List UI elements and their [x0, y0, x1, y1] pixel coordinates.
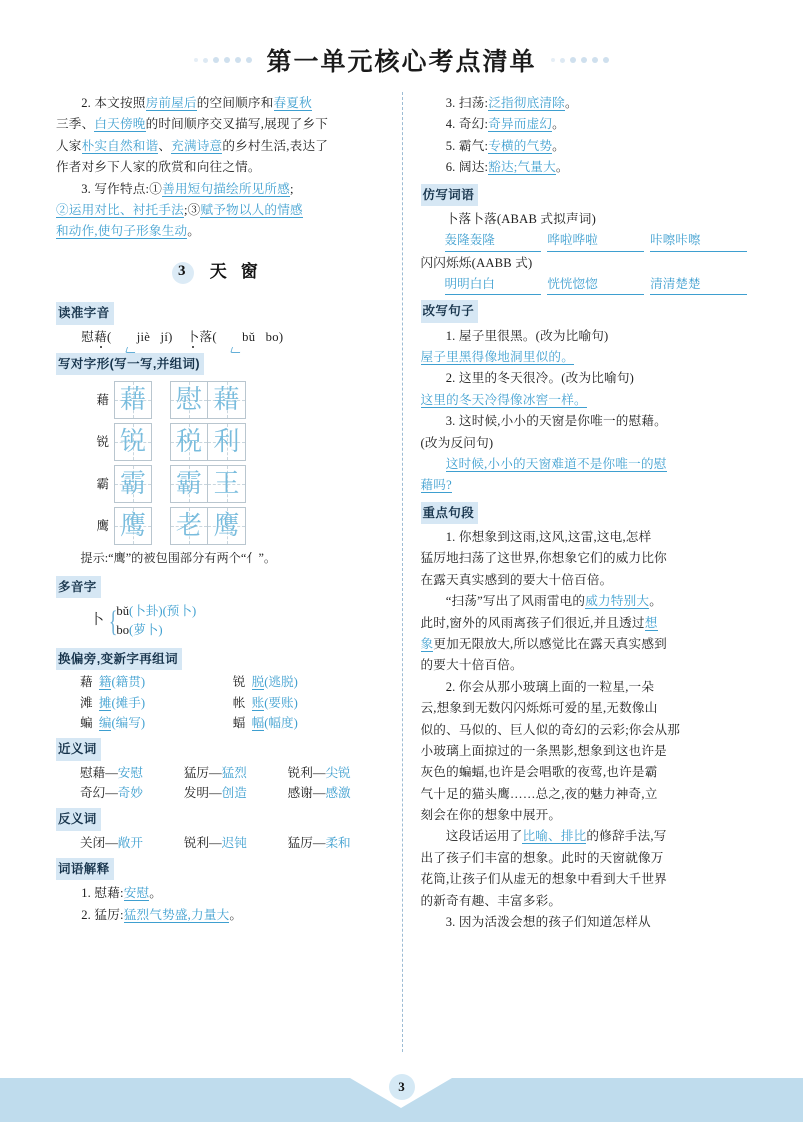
antonym-answer: 迟钝 [221, 835, 247, 850]
lesson-name: 天窗 [209, 261, 272, 281]
passage-quote-line: 猛厉地扫荡了这世界,你想象它们的威力比你 [420, 551, 667, 566]
passage-analysis-line: 这段话运用了比喻、排比的修辞手法,写 [445, 829, 667, 844]
definition-text: 奇异而虚幻 [488, 117, 553, 132]
passage-quote-line: 2. 你会从那小玻璃上面的一粒星,一朵 [445, 679, 655, 694]
character-label: 霸 [96, 477, 109, 492]
section-heading-key-passages: 重点句段 [421, 502, 479, 524]
definition-text: 猛烈气势盛,力量大 [123, 907, 230, 922]
polyphone-character: 卜 [90, 612, 104, 628]
definition-number: 1. [81, 886, 92, 901]
tianzige-single[interactable] [114, 381, 152, 419]
rewrite-answer-text: 屋子里黑得像地洞里似的。 [420, 350, 575, 365]
synonym-item: 慰藉—安慰 [80, 765, 143, 780]
synonym-item: 感谢—感激 [287, 786, 351, 801]
carryover-line: 人家朴实自然和谐、充满诗意的乡村生活,表达了 [56, 138, 329, 153]
definition-number: 6. [445, 160, 456, 175]
passage-analysis-line: “扫荡”写出了风雨雷电的威力特别大。 [445, 594, 662, 609]
antonym-answer: 柔和 [325, 835, 351, 850]
definition-word: 扫荡 [458, 96, 485, 110]
rewrite-prompt-text: 屋子里很黑。(改为比喻句) [458, 328, 609, 343]
rewrite-answer-text: 藉吗? [420, 478, 452, 493]
tianzige-char: 老 [175, 511, 202, 541]
section-imitation [421, 179, 748, 208]
section-heading-rewrite: 改写句子 [421, 300, 479, 322]
carryover-line: 3. 写作特点:①善用短句描绘所见所感; [81, 181, 294, 196]
radical-new: 账 [251, 695, 265, 710]
synonym-item: 锐利—尖锐 [287, 765, 351, 780]
rewrite-prompt-text: 这里的冬天很冷。(改为比喻句) [458, 371, 635, 386]
rewrite-prompt-text: 这时候,小小的天窗是你唯一的慰藉。 [458, 414, 667, 429]
carryover-line: 三季、白天傍晚的时间顺序交叉描写,展现了乡下 [56, 117, 329, 132]
radical-change-rows [56, 672, 386, 733]
radical-new: 籍 [98, 675, 112, 690]
rewrite-number: 1. [445, 328, 456, 343]
tianzige-word-cell[interactable] [170, 381, 208, 419]
section-heading-definitions: 词语解释 [56, 858, 114, 880]
section-key-passages [421, 497, 748, 526]
definition-text: 安慰 [123, 886, 150, 901]
character-row [56, 381, 386, 419]
radical-base: 帐 [232, 695, 246, 710]
synonym-answer: 创造 [221, 786, 247, 801]
antonym-item: 锐利—迟钝 [183, 835, 247, 850]
rewrite-answer [421, 347, 748, 367]
polyphone-words: (卜卦)(预卜) [129, 604, 197, 619]
synonym-item: 奇幻—奇妙 [80, 786, 143, 801]
page-number: 3 [389, 1074, 415, 1100]
radical-word: (逃脱) [264, 675, 298, 690]
radical-base: 蝠 [232, 715, 246, 730]
passage-analysis-line: 的要大十倍百倍。 [420, 658, 523, 673]
definition-word: 奇幻 [458, 117, 485, 132]
imitation-example: 卜落卜落(ABAB 式拟声词) [445, 211, 596, 226]
radical-change-item [80, 672, 233, 692]
radical-base: 藉 [80, 675, 93, 690]
passage-analysis-line: 的新奇有趣、丰富多彩。 [420, 893, 562, 908]
synonym-answer: 感激 [325, 786, 351, 801]
page-title: 第一单元核心考点清单 [266, 49, 537, 76]
tianzige-char: 鹰 [119, 511, 146, 541]
radical-change-row [56, 672, 386, 692]
section-rewrite [421, 295, 748, 324]
section-heading-imitation: 仿写词语 [421, 184, 479, 206]
right-column [402, 92, 756, 1052]
radical-new: 编 [98, 715, 112, 730]
rewrite-prompt [421, 368, 748, 388]
imitation-answer: 恍恍惚惚 [547, 274, 644, 295]
page-header [0, 36, 803, 84]
imitation-answer: 轰隆轰隆 [445, 230, 542, 251]
character-practice-grid [56, 381, 386, 545]
rewrite-prompt [421, 326, 748, 346]
tianzige-char: 锐 [119, 427, 146, 457]
definition-item: 5. 霸气:专横的气势。 [445, 138, 565, 153]
tianzige-char: 藉 [213, 385, 240, 415]
definition-item: 1. 慰藉:安慰。 [81, 886, 163, 901]
synonym-answer: 尖锐 [325, 765, 351, 780]
passage-analysis-line: 花筒,让孩子们从虚无的想象中看到大千世界 [420, 872, 667, 887]
definition-word: 慰藉 [94, 886, 120, 901]
tianzige-word-cell[interactable] [208, 465, 246, 503]
polyphone-readings [116, 602, 196, 640]
definition-word: 阔达 [458, 160, 485, 175]
radical-change-item [233, 713, 386, 733]
radical-base: 蝙 [80, 715, 93, 730]
synonym-answer: 奇妙 [117, 786, 143, 801]
tianzige-char: 霸 [119, 469, 146, 499]
tianzige-char: 王 [213, 469, 240, 499]
section-synonyms [56, 733, 386, 762]
tianzige-char: 慰 [175, 385, 202, 415]
rewrite-number: 2. [445, 371, 456, 386]
synonym-word: 慰藉 [80, 765, 106, 780]
definition-word: 霸气 [458, 138, 485, 153]
definition-item: 6. 阔达:豁达;气量大。 [445, 160, 569, 175]
radical-word: (编写) [111, 715, 146, 730]
definition-item: 3. 扫荡:泛指彻底清除。 [445, 96, 578, 110]
polyphone-block [56, 602, 386, 640]
synonym-answer: 猛烈 [221, 765, 247, 780]
polyphone-reading [116, 621, 196, 640]
synonym-item: 猛厉—猛烈 [183, 765, 247, 780]
section-definitions [56, 853, 386, 882]
definition-item: 4. 奇幻:奇异而虚幻。 [445, 117, 565, 132]
tianzige-word-cell[interactable] [170, 423, 208, 461]
definitions-continued [421, 93, 748, 178]
antonym-word: 关闭 [80, 835, 106, 850]
radical-change-item [80, 693, 233, 713]
polyphone-words: (萝卜) [129, 623, 163, 638]
tianzige-word-group [170, 507, 246, 545]
synonym-word: 发明 [183, 786, 210, 801]
radical-base: 锐 [232, 675, 246, 690]
radical-new: 幅 [251, 715, 265, 730]
tianzige-char: 税 [175, 427, 202, 457]
tianzige-single[interactable] [114, 507, 152, 545]
passage-quote-line: 气十足的猫头鹰……总之,夜的魅力神奇,立 [420, 786, 658, 801]
section-pronunciation [56, 297, 386, 326]
radical-word: (幅度) [264, 715, 298, 730]
rewrite-answer-cont [421, 475, 748, 495]
imitation-answer: 哗啦哗啦 [547, 230, 644, 251]
section-writing [56, 348, 386, 377]
synonym-row [56, 783, 386, 803]
lesson-title [56, 258, 386, 286]
section-radical-change [56, 643, 386, 672]
radical-change-item [80, 713, 233, 733]
antonym-item: 关闭—敞开 [80, 835, 143, 850]
synonym-row [56, 763, 386, 783]
definition-item: 2. 猛厉:猛烈气势盛,力量大。 [81, 907, 243, 922]
polyphone-pinyin: bǔ [116, 604, 129, 619]
rewrite-answer [421, 390, 748, 410]
synonym-rows [56, 763, 386, 804]
left-column [48, 92, 402, 1052]
passage-quote-line: 灰色的蝙蝠,也许是会唱歌的夜莺,也许是霸 [420, 765, 658, 780]
polyphone-reading [116, 602, 196, 621]
synonym-word: 感谢 [287, 786, 313, 801]
radical-change-item [233, 693, 386, 713]
imitation-answer: 咔嚓咔嚓 [650, 230, 747, 251]
synonym-item: 发明—创造 [183, 786, 247, 801]
antonym-word: 锐利 [183, 835, 210, 850]
pronunciation-item: 卜落( bǔ bo) [187, 330, 284, 344]
polyphone-pinyin: bo [116, 623, 129, 638]
section-heading-writing: 写对字形(写一写,并组词) [56, 353, 204, 375]
radical-change-row [56, 693, 386, 713]
section-antonyms [56, 803, 386, 832]
carryover-paragraphs [56, 93, 386, 242]
tianzige-word-cell[interactable] [208, 423, 246, 461]
passage-analysis-line: 出了孩子们丰富的想象。此时的天窗就像万 [420, 850, 664, 865]
imitation-answer: 明明白白 [445, 274, 542, 295]
antonym-row [56, 833, 386, 853]
definition-number: 4. [445, 117, 456, 132]
rewrite-answer-text: 这时候,小小的天窗难道不是你唯一的慰 [445, 456, 667, 471]
radical-word: (摊手) [111, 695, 146, 710]
tianzige-char: 利 [213, 427, 240, 457]
section-heading-polyphone: 多音字 [56, 576, 101, 598]
imitation-answers [421, 230, 748, 251]
section-heading-radical-change: 换偏旁,变新字再组词 [56, 648, 182, 670]
lesson-number: 3 [170, 260, 194, 284]
character-label: 鹰 [96, 519, 109, 534]
brace-icon: { [108, 604, 118, 638]
rewrite-prompt-cont: (改为反问句) [420, 435, 494, 450]
pronunciation-items [56, 327, 386, 347]
tianzige-word-group [170, 423, 246, 461]
section-heading-antonyms: 反义词 [56, 808, 101, 830]
rewrite-number: 3. [445, 414, 456, 429]
definition-text: 专横的气势 [488, 138, 553, 153]
antonym-answer: 敞开 [117, 835, 143, 850]
imitation-example: 闪闪烁烁(AABB 式) [420, 255, 533, 270]
definition-number: 3. [445, 96, 456, 110]
antonym-word: 猛厉 [287, 835, 313, 850]
section-polyphone [56, 571, 386, 600]
writing-hint: 提示:“鹰”的被包围部分有两个“亻”。 [80, 551, 277, 566]
imitation-answer: 清清楚楚 [650, 274, 747, 295]
tianzige-word-cell[interactable] [208, 381, 246, 419]
character-row [56, 507, 386, 545]
passage-quote-line: 似的、马似的、巨人似的奇幻的云彩;你会从那 [420, 722, 681, 737]
rewrite-answer-text: 这里的冬天冷得像冰窖一样。 [420, 392, 587, 407]
passage-quote-line: 3. 因为活泼会想的孩子们知道怎样从 [445, 915, 651, 930]
passage-quote-line: 1. 你想象到这雨,这风,这雷,这电,怎样 [445, 530, 652, 544]
radical-word: (要账) [264, 695, 298, 710]
definition-number: 2. [81, 907, 92, 922]
character-label: 锐 [96, 435, 109, 450]
tianzige-word-cell[interactable] [170, 465, 208, 503]
tianzige-char: 鹰 [213, 511, 240, 541]
passage-analysis-line: 此时,窗外的风雨离孩子们很近,并且透过想 [420, 615, 658, 630]
antonym-item: 猛厉—柔和 [287, 835, 351, 850]
pronunciation-item: 慰藉( jiè jí) [81, 330, 172, 344]
radical-new: 摊 [98, 695, 112, 710]
radical-change-item [233, 672, 386, 692]
synonym-word: 锐利 [287, 765, 313, 780]
carryover-line: 作者对乡下人家的欣赏和向往之情。 [56, 160, 261, 175]
radical-change-row [56, 713, 386, 733]
rewrite-prompt [421, 411, 748, 431]
radical-base: 滩 [80, 695, 93, 710]
radical-new: 脱 [251, 675, 265, 690]
definition-number: 5. [445, 138, 456, 153]
tianzige-char: 藉 [119, 385, 146, 415]
tianzige-word-group [170, 465, 246, 503]
content-columns [48, 92, 755, 1052]
definition-word: 猛厉 [94, 907, 120, 922]
tianzige-word-cell[interactable] [170, 507, 208, 545]
carryover-line: 2. 本文按照房前屋后的空间顺序和春夏秋 [81, 96, 312, 110]
carryover-line: ②运用对比、衬托手法;③赋予物以人的情感 [56, 202, 303, 217]
tianzige-single[interactable] [114, 423, 152, 461]
passage-quote-line: 云,想象到无数闪闪烁烁可爱的星,无数像山 [420, 701, 658, 716]
tianzige-word-cell[interactable] [208, 507, 246, 545]
imitation-answers [421, 274, 748, 295]
character-row [56, 423, 386, 461]
header-dots-right [551, 57, 609, 63]
section-heading-pronunciation: 读准字音 [56, 302, 114, 324]
tianzige-single[interactable] [114, 465, 152, 503]
synonym-word: 猛厉 [183, 765, 210, 780]
passage-quote-line: 刻会在你的想象中展开。 [420, 808, 562, 823]
synonym-word: 奇幻 [80, 786, 106, 801]
radical-word: (籍贯) [111, 675, 146, 690]
header-dots-left [194, 57, 252, 63]
carryover-line: 和动作,使句子形象生动。 [56, 224, 201, 239]
section-heading-synonyms: 近义词 [56, 738, 101, 760]
definition-text: 豁达;气量大 [488, 160, 556, 175]
passage-quote-line: 小玻璃上面掠过的一条黑影,想象到这也许是 [420, 743, 667, 758]
synonym-answer: 安慰 [117, 765, 143, 780]
tianzige-word-group [170, 381, 246, 419]
tianzige-char: 霸 [175, 469, 202, 499]
character-row [56, 465, 386, 503]
passage-analysis-line: 象更加无限放大,所以感觉比在露天真实感到 [420, 636, 667, 651]
passage-quote-line: 在露天真实感到的要大十倍百倍。 [420, 572, 613, 587]
rewrite-answer [421, 454, 748, 474]
definition-text: 泛指彻底清除 [488, 96, 565, 110]
character-label: 藉 [96, 393, 109, 408]
